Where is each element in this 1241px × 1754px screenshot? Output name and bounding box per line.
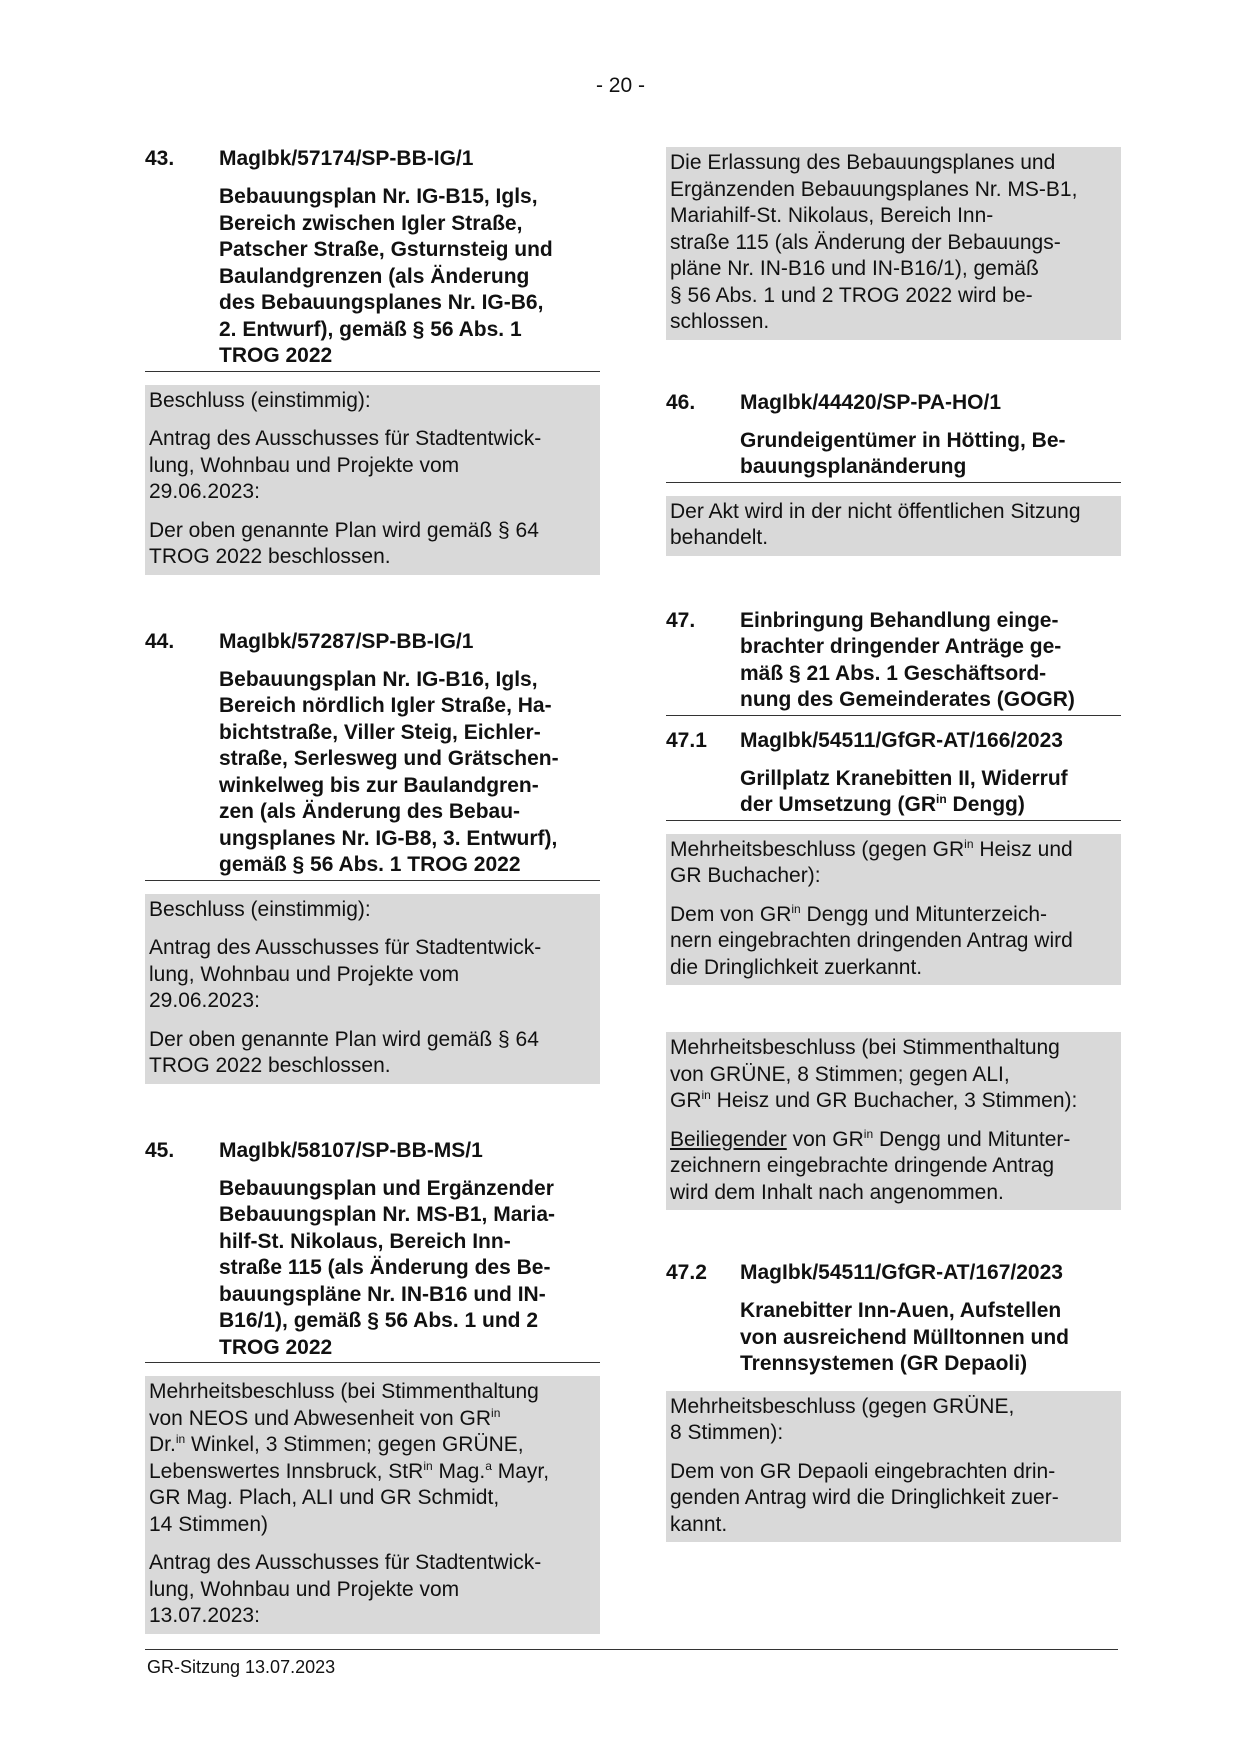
decision-box xyxy=(666,1391,1121,1543)
decision-text: Mehrheitsbeschluss (gegen $GR^{in}$ Heisz und GR Buchacher): xyxy=(670,836,1073,887)
note-text: Der Akt wird in der nicht öffentlichen Sitzung behandelt. xyxy=(670,499,1081,549)
agenda-item-44 xyxy=(145,629,600,1084)
decision-text: Mehrheitsbeschluss (bei Stimmenthaltung von GRÜNE, 8 Stimmen; gegen ALI, $GR^{in}$ Heisz und GR Buchacher, 3 Stimmen): xyxy=(670,1036,1078,1112)
title-line: bauungspläne Nr. IN-B16 und IN- xyxy=(219,1282,546,1306)
item-file-code: MagIbk/58107/SP-BB-MS/1 xyxy=(219,1138,483,1162)
item-file-code: MagIbk/54511/GfGR-AT/167/2023 xyxy=(740,1261,1063,1284)
item-title xyxy=(219,1176,600,1362)
item-heading-text: Einbringung Behandlung einge- brachter dringender Anträge ge- mäß § 21 Abs. 1 Geschäftsord- nung des Gemeinderates (GOGR) xyxy=(740,608,1075,711)
agenda-item-46 xyxy=(666,390,1121,556)
item-heading xyxy=(666,608,1121,714)
divider xyxy=(145,880,600,881)
title-line: Baulandgrenzen (als Änderung xyxy=(219,264,530,288)
title-line: Patscher Straße, Gsturnsteig und xyxy=(219,238,553,261)
title-line: Kranebitter Inn-Auen, Aufstellen xyxy=(740,1299,1062,1322)
item-number: 47. xyxy=(666,608,696,632)
motion-text: Antrag des Ausschusses für Stadtentwick- lung, Wohnbau und Projekte vom 13.07.2023: xyxy=(149,1551,542,1627)
item-title xyxy=(219,184,600,370)
title-line: 2. Entwurf), gemäß § 56 Abs. 1 xyxy=(219,317,522,341)
item-number: 47.1 xyxy=(666,728,707,752)
motion-text: Antrag des Ausschusses für Stadtentwick- lung, Wohnbau und Projekte vom 29.06.2023: xyxy=(149,936,542,1012)
result-text: Beiliegender von $GR^{in}$ Dengg und Mitunter- zeichnern eingebrachte dringende Antrag wird dem Inhalt nach angenommen. xyxy=(670,1126,1071,1204)
result-text: Der oben genannte Plan wird gemäß § 64 TROG 2022 beschlossen. xyxy=(149,518,539,568)
result-text: Dem von $GR^{in}$ Dengg und Mitunterzeich- nern eingebrachten dringenden Antrag wird die Dringlichkeit zuerkannt. xyxy=(670,901,1073,979)
divider xyxy=(145,1362,600,1363)
decision-text: Beschluss (einstimmig): xyxy=(149,388,371,412)
item-number: 47.2 xyxy=(666,1261,707,1284)
title-line: TROG 2022 xyxy=(219,1335,333,1359)
item-title xyxy=(740,766,1121,819)
title-line: winkelweg bis zur Baulandgren- xyxy=(219,773,539,797)
agenda-item-47 xyxy=(666,608,1121,716)
right-column xyxy=(666,147,1121,1542)
title-line: hilf-St. Nikolaus, Bereich Inn- xyxy=(219,1229,511,1253)
item-title xyxy=(219,667,600,879)
agenda-item-43 xyxy=(145,146,600,575)
title-line: Trennsystemen (GR Depaoli) xyxy=(740,1352,1028,1375)
agenda-item-45 xyxy=(145,1138,600,1634)
item-number: 44. xyxy=(145,629,175,653)
item-file-code: MagIbk/54511/GfGR-AT/166/2023 xyxy=(740,728,1063,752)
continued-text: Die Erlassung des Bebauungsplanes und Ergänzenden Bebauungsplanes Nr. MS-B1, Mariahilf-St. Nikolaus, Bereich Inn- straße 115 (als Änderung der Bebauungs- pläne Nr. IN-B16 und IN-B16/1), gemäß § 56 Abs. 1 und 2 TROG 2022 wird be- schlossen. xyxy=(670,151,1078,333)
title-line: TROG 2022 xyxy=(219,344,333,367)
page-number: - 20 - xyxy=(595,74,645,97)
item-heading xyxy=(666,1260,1121,1286)
continued-resolution-box xyxy=(666,147,1121,340)
footer-divider xyxy=(145,1649,1118,1650)
decision-box xyxy=(145,385,600,575)
divider xyxy=(666,482,1121,483)
title-line: Bereich nördlich Igler Straße, Ha- xyxy=(219,694,552,717)
title-line: des Bebauungsplanes Nr. IG-B6, xyxy=(219,291,544,314)
note-box xyxy=(666,496,1121,556)
title-line: Bebauungsplan und Ergänzender xyxy=(219,1176,554,1200)
item-heading xyxy=(145,1138,600,1164)
title-line: Bebauungsplan Nr. MS-B1, Maria- xyxy=(219,1203,556,1226)
decision-box xyxy=(666,1032,1121,1210)
agenda-item-47-2 xyxy=(666,1260,1121,1542)
attachment-reference: Beiliegender xyxy=(670,1127,787,1151)
item-title xyxy=(740,428,1121,481)
item-heading xyxy=(145,629,600,655)
decision-box xyxy=(666,834,1121,986)
item-heading xyxy=(145,146,600,172)
title-line: gemäß § 56 Abs. 1 TROG 2022 xyxy=(219,853,521,876)
left-column xyxy=(145,146,600,1634)
footer-session-date: GR-Sitzung 13.07.2023 xyxy=(147,1657,336,1677)
title-line: Bereich zwischen Igler Straße, xyxy=(219,211,523,235)
title-line: bauungsplanänderung xyxy=(740,455,967,478)
item-number: 45. xyxy=(145,1138,175,1162)
item-file-code: MagIbk/44420/SP-PA-HO/1 xyxy=(740,390,1002,414)
divider xyxy=(666,715,1121,716)
title-line: Bebauungsplan Nr. IG-B16, Igls, xyxy=(219,667,538,691)
agenda-item-47-1 xyxy=(666,728,1121,1211)
decision-text: Mehrheitsbeschluss (gegen GRÜNE, 8 Stimmen): xyxy=(670,1394,1015,1444)
title-line: Grillplatz Kranebitten II, Widerruf xyxy=(740,766,1068,790)
item-heading xyxy=(666,390,1121,416)
item-number: 46. xyxy=(666,390,696,414)
title-line: Bebauungsplan Nr. IG-B15, Igls, xyxy=(219,185,538,208)
title-line: straße, Serlesweg und Grätschen- xyxy=(219,747,559,770)
title-line: der Umsetzung ($GR^{in}$ Dengg) xyxy=(740,792,1025,816)
decision-text: Beschluss (einstimmig): xyxy=(149,897,371,921)
decision-box xyxy=(145,894,600,1084)
title-line: zen (als Änderung des Bebau- xyxy=(219,800,521,823)
decision-text: Mehrheitsbeschluss (bei Stimmenthaltung von NEOS und Abwesenheit von $GR^{in}$ Dr.$^{in}$ Winkel, 3 Stimmen; gegen GRÜNE, Lebenswertes Innsbruck, StR$^{in}$ Mag.$^a$ Mayr, GR Mag. Plach, ALI und GR Schmidt, 14 Stimmen) xyxy=(149,1380,550,1536)
result-text: Der oben genannte Plan wird gemäß § 64 TROG 2022 beschlossen. xyxy=(149,1027,539,1077)
result-text: Dem von GR Depaoli eingebrachten drin- genden Antrag wird die Dringlichkeit zuer- kannt. xyxy=(670,1459,1059,1536)
item-file-code: MagIbk/57287/SP-BB-IG/1 xyxy=(219,629,474,653)
title-line: Grundeigentümer in Hötting, Be- xyxy=(740,428,1066,452)
item-title xyxy=(740,1298,1121,1378)
divider xyxy=(666,820,1121,821)
title-line: straße 115 (als Änderung des Be- xyxy=(219,1256,551,1279)
title-line: von ausreichend Mülltonnen und xyxy=(740,1325,1070,1349)
title-line: bichtstraße, Viller Steig, Eichler- xyxy=(219,720,541,744)
item-number: 43. xyxy=(145,147,175,170)
title-line: B16/1), gemäß § 56 Abs. 1 und 2 xyxy=(219,1309,538,1332)
decision-box xyxy=(145,1376,600,1634)
item-file-code: MagIbk/57174/SP-BB-IG/1 xyxy=(219,147,474,170)
motion-text: Antrag des Ausschusses für Stadtentwick- lung, Wohnbau und Projekte vom 29.06.2023: xyxy=(149,427,542,503)
divider xyxy=(145,371,600,372)
item-heading xyxy=(666,728,1121,754)
title-line: ungsplanes Nr. IG-B8, 3. Entwurf), xyxy=(219,826,558,850)
